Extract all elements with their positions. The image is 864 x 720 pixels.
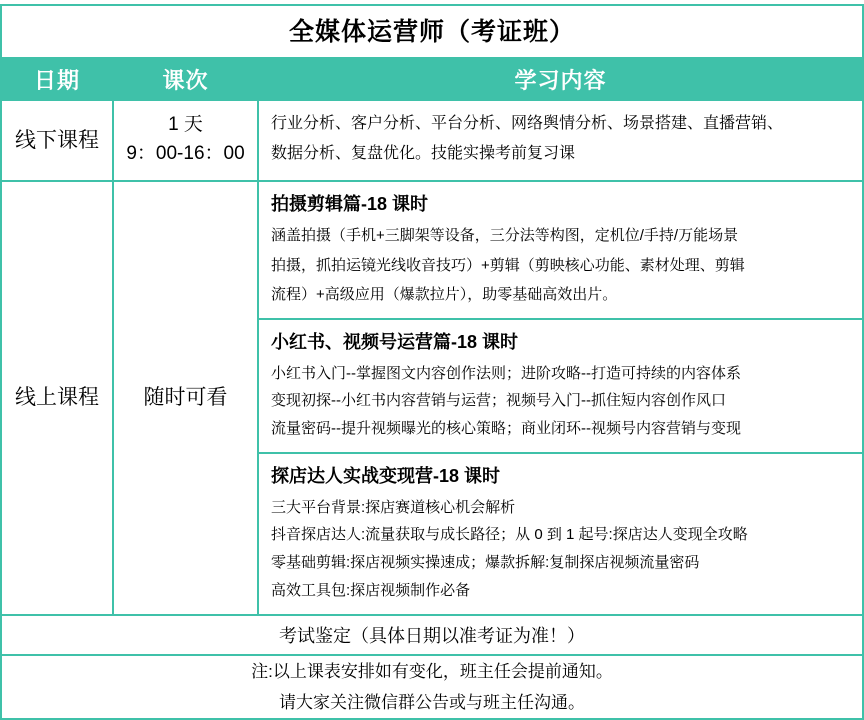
- online-block-2: [259, 320, 862, 454]
- online-block-3-line-3: 零基础剪辑:探店视频实操速成；爆款拆解:复制探店视频流量密码: [271, 554, 700, 572]
- note-row: [1, 655, 863, 720]
- online-date-label: 线上课程: [1, 181, 113, 615]
- offline-session-hours: 9：00-16：00: [126, 143, 245, 165]
- exam-text: 考试鉴定（具体日期以准考证为准！）: [1, 615, 863, 655]
- online-block-2-line-3: 流量密码--提升视频曝光的核心策略；商业闭环--视频号内容营销与变现: [271, 420, 741, 438]
- online-block-3-line-4: 高效工具包:探店视频制作必备: [271, 581, 471, 599]
- column-header-session: 课次: [113, 58, 258, 100]
- offline-course-row: [1, 100, 863, 181]
- online-block-1: [259, 182, 862, 320]
- online-block-3-line-1: 三大平台背景:探店赛道核心机会解析: [271, 498, 516, 516]
- offline-content-line-1: 行业分析、客户分析、平台分析、网络舆情分析、场景搭建、直播营销、: [271, 115, 784, 132]
- online-block-2-title: 小红书、视频号运营篇-18 课时: [271, 332, 519, 353]
- offline-session-cell: [113, 100, 258, 181]
- exam-row: [1, 615, 863, 655]
- course-schedule-table: [0, 4, 864, 720]
- online-session-label: 随时可看: [113, 181, 258, 615]
- column-header-content: 学习内容: [258, 58, 863, 100]
- online-content-cell: [258, 181, 863, 615]
- page-title: 全媒体运营师（考证班）: [1, 5, 863, 58]
- online-block-1-line-1: 涵盖拍摄（手机+三脚架等设备，三分法等构图，定机位/手持/万能场景: [271, 227, 739, 245]
- offline-session-days: 1 天: [168, 113, 203, 135]
- note-cell: [1, 655, 863, 720]
- note-line-1: 注:以上课表安排如有变化，班主任会提前通知。: [251, 661, 613, 681]
- title-row: [1, 5, 863, 58]
- online-course-row: [1, 181, 863, 615]
- online-block-2-line-1: 小红书入门--掌握图文内容创作法则；进阶攻略--打造可持续的内容体系: [271, 364, 741, 382]
- header-row: [1, 58, 863, 100]
- online-block-1-title: 拍摄剪辑篇-18 课时: [271, 193, 429, 214]
- offline-content-cell: [258, 100, 863, 181]
- note-line-2: 请大家关注微信群公告或与班主任沟通。: [279, 693, 585, 712]
- column-header-date: 日期: [1, 58, 113, 100]
- online-block-3-title: 探店达人实战变现营-18 课时: [271, 465, 501, 486]
- online-block-3: [259, 454, 862, 614]
- online-block-2-line-2: 变现初探--小红书内容营销与运营；视频号入门--抓住短内容创作风口: [271, 392, 726, 410]
- offline-content-line-2: 数据分析、复盘优化。技能实操考前复习课: [271, 145, 576, 163]
- online-block-1-line-3: 流程）+高级应用（爆款拉片），助零基础高效出片。: [271, 285, 618, 303]
- online-block-3-line-2: 抖音探店达人:流量获取与成长路径；从 0 到 1 起号:探店达人变现全攻略: [271, 526, 748, 544]
- online-block-1-line-2: 拍摄，抓拍运镜光线收音技巧）+剪辑（剪映核心功能、素材处理、剪辑: [271, 256, 745, 274]
- offline-date-label: 线下课程: [1, 100, 113, 181]
